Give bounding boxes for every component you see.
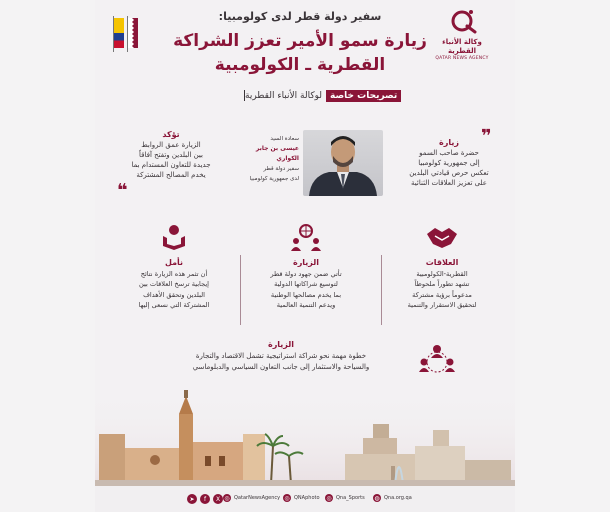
ambassador-role-1: سفير دولة قطر [263, 166, 299, 172]
footer-handle-2[interactable] [283, 494, 320, 502]
column-divider [240, 255, 241, 325]
ambassador-text [237, 134, 299, 184]
exclusive-source: لوكالة الأنباء القطرية [245, 91, 323, 101]
quote-mark-icon: ❞ [481, 126, 492, 147]
logo-text-en: QATAR NEWS AGENCY [435, 56, 489, 61]
hope-hand-icon [157, 222, 191, 252]
right-quote [391, 138, 507, 188]
column-line: مدعوماً برؤية مشتركة [412, 290, 472, 299]
left-quote-heading: تؤكد [162, 130, 180, 139]
exclusive-tag [241, 88, 401, 104]
column-relations [383, 222, 501, 311]
left-quote-line: الزيارة عمق الروابط [141, 141, 201, 149]
column-visit [247, 222, 365, 311]
logo-text-ar: وكالة الأنباء القطرية [442, 38, 482, 55]
exchange-icon [289, 222, 323, 252]
column-hope [115, 222, 233, 311]
portrait-icon [303, 130, 383, 196]
footer-handle-3[interactable] [325, 494, 365, 502]
footer-handle-text: Qna_Sports [336, 495, 365, 501]
handshake-icon [425, 222, 459, 252]
column-line: القطرية-الكولومبية [416, 270, 468, 278]
ambassador-name: عيسى بن جابر الكواري [255, 145, 299, 162]
skyline-illustration [95, 390, 515, 488]
column-body [115, 269, 233, 311]
right-quote-heading: زيارة [439, 138, 459, 147]
column-body [383, 269, 501, 311]
column-line: تأتي ضمن جهود دولة قطر [270, 270, 342, 278]
footer-bar [95, 486, 515, 512]
ambassador-photo [303, 130, 383, 196]
right-quote-line: تعكس حرص قيادتي البلدين [409, 169, 489, 177]
instagram-icon: ◎ [224, 494, 230, 502]
telegram-icon[interactable]: ➤ [187, 494, 197, 504]
right-quote-line: على تعزيز العلاقات الثنائية [411, 179, 487, 187]
instagram-icon: ◎ [284, 494, 290, 502]
right-quote-line: إلى جمهورية كولومبيا [418, 159, 480, 167]
column-line: ويدعم التنمية العالمية [276, 301, 336, 310]
column-heading: العلاقات [425, 258, 459, 267]
wide-line: والسياحة والاستثمار إلى جانب التعاون السياسي والدبلوماسي [192, 363, 370, 371]
ambassador-role-2: لدى جمهورية كولومبيا [249, 176, 299, 182]
infographic-card [95, 0, 515, 512]
left-quote [109, 130, 233, 180]
flags [109, 16, 143, 52]
subtitle: سفير دولة قطر لدى كولومبيا: [218, 10, 382, 23]
globe-icon: ◍ [374, 494, 380, 502]
column-heading: نأمل [164, 258, 184, 267]
column-line: بما يخدم مصالحها الوطنية [270, 290, 342, 299]
footer-handle-text: QNAphoto [294, 495, 320, 501]
column-body [247, 269, 365, 311]
colombia-flag-icon [114, 18, 124, 48]
column-heading: الزيارة [292, 258, 320, 267]
column-line: تشهد تطوراً ملحوظاً [414, 280, 470, 289]
left-quote-line: بين البلدين وتفتح آفاقاً [139, 151, 203, 159]
facebook-icon[interactable]: f [200, 494, 210, 504]
quote-mark-icon: ❝ [117, 180, 128, 201]
column-line: أن تثمر هذه الزيارة نتائج [140, 270, 208, 278]
wide-line: خطوة مهمة نحو شراكة استراتيجية تشمل الاقتصاد والتجارة [195, 352, 367, 360]
headline-line-1: زيارة سمو الأمير تعزز الشراكة [173, 31, 427, 51]
footer-website[interactable] [373, 494, 412, 502]
wide-block [153, 338, 409, 373]
column-line: لتحقيق الاستقرار والتنمية [407, 301, 477, 310]
left-quote-line: جديدة للتعاون المستدام بما [131, 161, 211, 169]
qatar-flag-icon [128, 18, 138, 48]
right-quote-line: حضرة صاحب السمو [419, 149, 479, 157]
wide-body [153, 351, 409, 373]
column-divider [381, 255, 382, 325]
ambassador-card [237, 130, 383, 196]
partnership-icon [417, 342, 457, 376]
instagram-icon: ◎ [326, 494, 332, 502]
social-icons [187, 494, 223, 504]
column-line: المشتركة التي نسعى إليها [138, 301, 210, 310]
column-line: لتوسيع شراكاتها الدولية [274, 280, 338, 289]
footer-handle-text: QatarNewsAgency [234, 495, 281, 501]
x-icon[interactable]: X [213, 494, 223, 504]
headline-line-2: القطرية ـ الكولومبية [214, 55, 386, 75]
left-quote-line: يخدم المصالح المشتركة [136, 171, 206, 179]
column-line: إيجابية ترسخ العلاقات بين [138, 280, 209, 289]
exclusive-label: تصريحات خاصة [326, 90, 401, 102]
wide-heading: الزيارة [267, 340, 295, 349]
footer-website-text: Qna.org.qa [384, 495, 412, 501]
footer-handle-1[interactable] [223, 494, 280, 502]
column-line: البلدين وتحقق الأهداف [143, 290, 205, 299]
qna-logo-icon [445, 8, 479, 34]
ambassador-honorific: سعادة السيد [270, 136, 299, 142]
